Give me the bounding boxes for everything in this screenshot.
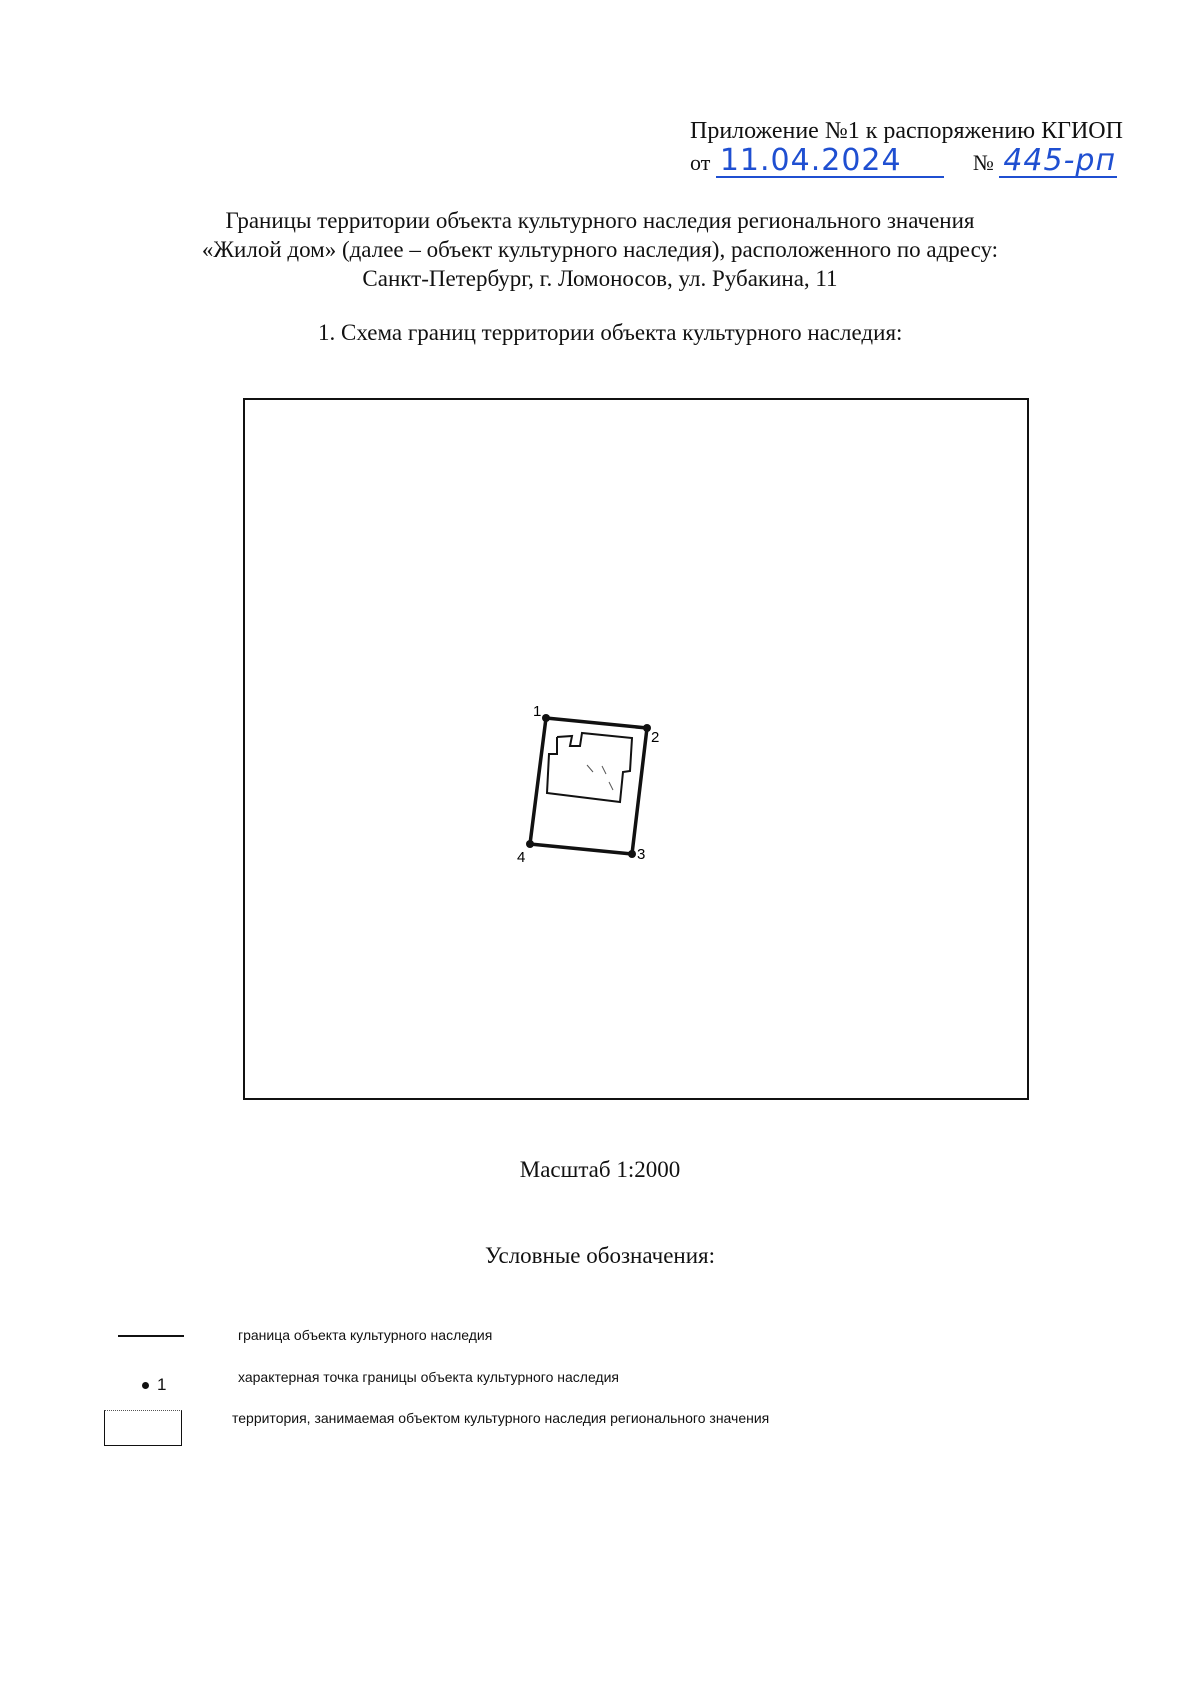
boundary-point-3	[628, 850, 636, 858]
point-label-4: 4	[517, 849, 526, 866]
document-title	[100, 206, 1100, 293]
legend-item-point: характерная точка границы объекта культурного наследия	[238, 1369, 619, 1385]
number-prefix: №	[972, 150, 994, 175]
point-dot-icon	[142, 1382, 149, 1389]
legend-item-territory: территория, занимаемая объектом культурного наследия регионального значения	[232, 1410, 770, 1426]
legend-line-symbol	[118, 1335, 184, 1337]
title-line-1: Границы территории объекта культурного наследия регионального значения	[225, 208, 975, 233]
legend-title: Условные обозначения:	[484, 1243, 716, 1268]
point-label-1: 1	[533, 703, 542, 720]
order-line	[690, 143, 1117, 178]
order-number: 445-рп	[999, 146, 1117, 178]
order-date: 11.04.2024	[716, 146, 944, 178]
title-line-2: «Жилой дом» (далее – объект культурного наследия), расположенного по адресу:	[201, 237, 999, 262]
boundary-point-1	[542, 714, 550, 722]
map-scale: Масштаб 1:2000	[519, 1157, 681, 1182]
date-prefix: от	[690, 150, 711, 175]
appendix-label: Приложение №1 к распоряжению КГИОП	[690, 118, 1123, 144]
hatch-mark	[602, 766, 606, 774]
legend-item-boundary: граница объекта культурного наследия	[238, 1327, 493, 1343]
point-label-3: 3	[637, 846, 646, 863]
section-heading: 1. Схема границ территории объекта культурного наследия:	[318, 320, 903, 345]
point-label-2: 2	[651, 729, 660, 746]
boundary-map	[243, 398, 1029, 1100]
title-line-3: Санкт-Петербург, г. Ломоносов, ул. Рубакина, 11	[362, 266, 838, 291]
hatch-mark	[587, 765, 593, 772]
legend-point-symbol	[142, 1375, 166, 1395]
map-drawing	[245, 400, 1027, 1098]
boundary-point-2	[643, 724, 651, 732]
boundary-point-4	[526, 840, 534, 848]
legend-point-marker: 1	[157, 1375, 167, 1394]
legend-territory-symbol	[104, 1410, 182, 1446]
hatch-mark	[609, 782, 613, 790]
